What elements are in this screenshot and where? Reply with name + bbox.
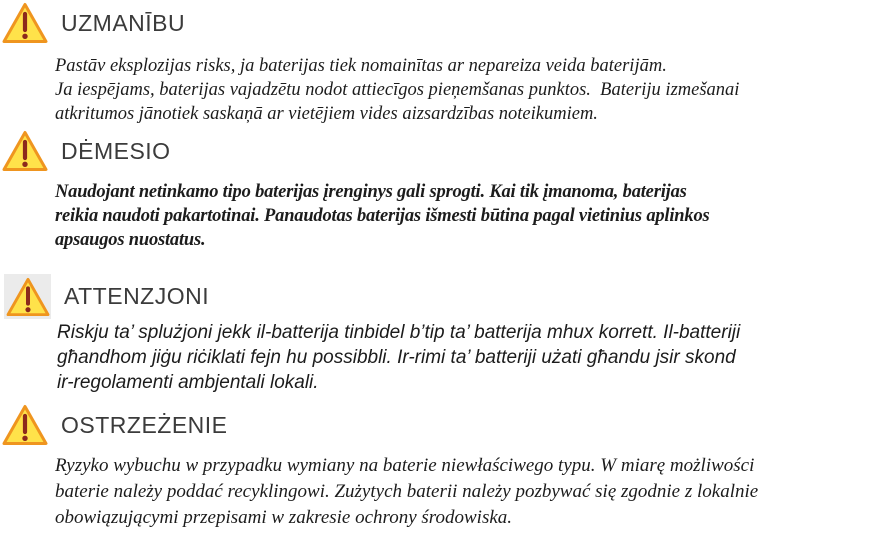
section-heading: OSTRZEŻENIE [61, 411, 228, 438]
warning-section-lithuanian [0, 130, 884, 252]
warning-triangle-icon [2, 130, 48, 172]
body-line: ir-regolamenti ambjentali lokali. [57, 372, 319, 393]
warning-body-text [55, 54, 870, 126]
body-line: baterie należy poddać recyklingowi. Zużytych baterii należy pozbywać się zgodnie z lokalnie [55, 481, 759, 502]
section-header [2, 404, 884, 446]
warning-body-text [57, 320, 870, 395]
warning-triangle-icon [4, 274, 51, 319]
section-header [2, 274, 884, 319]
section-header [2, 2, 884, 44]
warning-triangle-icon [2, 2, 48, 44]
section-heading: DĖMESIO [61, 137, 171, 164]
section-heading: ATTENZJONI [64, 283, 210, 309]
body-line: atkritumos jānotiek saskaņā ar vietējiem vides aizsardzības noteikumiem. [55, 104, 598, 124]
warning-section-maltese [0, 274, 884, 395]
warning-body-text [55, 180, 870, 252]
body-line: Ja iespējams, baterijas vajadzētu nodot attiecīgos pieņemšanas punktos. Bateriju izmešanai [55, 80, 740, 100]
section-header [2, 130, 884, 172]
section-heading: UZMANĪBU [61, 9, 186, 36]
body-line: Naudojant netinkamo tipo baterijas įrenginys gali sprogti. Kai tik įmanoma, baterijas [55, 182, 687, 202]
warning-triangle-icon [2, 404, 48, 446]
body-line: għandhom jiġu riċiklati fejn hu possibbli. Ir-rimi ta’ batteriji użati għandu jsir skond [57, 347, 736, 368]
body-line: reikia naudoti pakartotinai. Panaudotas baterijas išmesti būtina pagal vietinius aplinkos [55, 206, 710, 226]
warning-section-latvian [0, 2, 884, 126]
body-line: Ryzyko wybuchu w przypadku wymiany na baterie niewłaściwego typu. W miarę możliwości [55, 455, 755, 476]
body-line: apsaugos nuostatus. [55, 230, 206, 250]
body-line: obowiązującymi przepisami w zakresie ochrony środowiska. [55, 507, 513, 528]
body-line: Pastāv eksplozijas risks, ja baterijas tiek nomainītas ar nepareiza veida baterijām. [55, 56, 667, 76]
body-line: Riskju ta’ splużjoni jekk il-batterija tinbidel b’tip ta’ batterija mhux korrett. Il-batteriji [57, 322, 741, 343]
warning-body-text [55, 453, 870, 531]
warning-section-polish [0, 404, 884, 531]
